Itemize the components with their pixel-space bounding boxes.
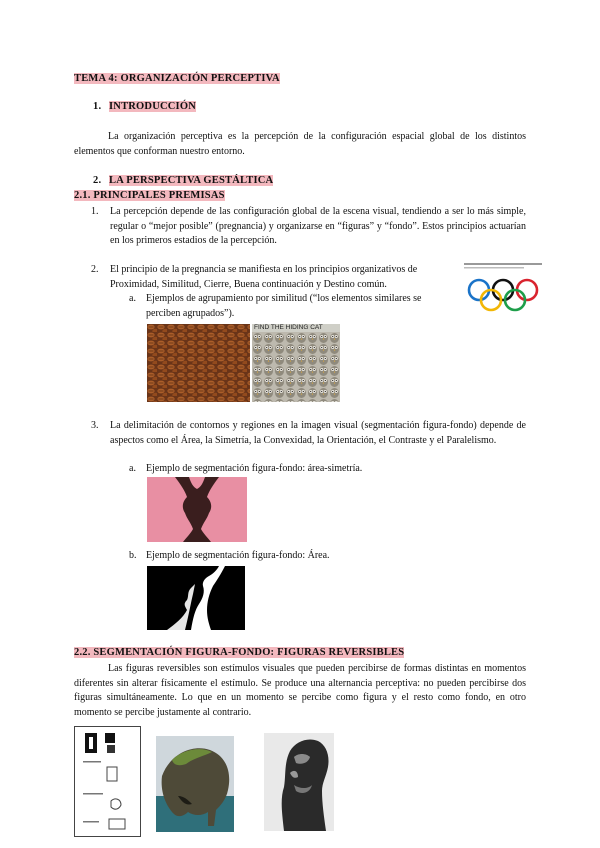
section-1-paragraph: La organización perceptiva es la percepción de la configuración espacial global de los distintos elementos que conforman nuestro entorno. <box>74 131 526 157</box>
list-item-3b-letter: b. <box>129 550 137 561</box>
olympic-rings-icon <box>462 262 544 314</box>
list-item-2a-letter: a. <box>129 293 136 304</box>
subsection-2-1-heading: 2.1. PRINCIPALES PREMISAS <box>74 190 225 201</box>
list-item-3-text: La delimitación de contornos y regiones en la imagen visual (segmentación figura-fondo) depende de aspectos como el Área, la Simetría, la Convexidad, la Orientación, el Contraste y el Paralelismo. <box>110 420 526 446</box>
elephant-rock-image <box>156 736 234 832</box>
coffee-beans-image <box>147 324 250 402</box>
list-item-1-number: 1. <box>91 206 99 217</box>
list-item-3a-letter: a. <box>129 463 136 474</box>
hidden-cat-owls-image <box>252 324 340 402</box>
list-item-3a-text: Ejemplo de segmentación figura-fondo: área-simetría. <box>146 463 363 474</box>
section-2-number: 2. <box>93 175 102 186</box>
olympic-rings-image <box>462 262 544 314</box>
section-2-heading: LA PERSPECTIVA GESTÁLTICA <box>109 175 274 186</box>
list-item-2-text: El principio de la pregnancia se manifiesta en los principios organizativos de Proximidad, Similitud, Cierre, Buena continuación y Destino común. <box>110 264 418 290</box>
face-profile-image <box>264 733 334 831</box>
document-title: TEMA 4: ORGANIZACIÓN PERCEPTIVA <box>74 73 280 84</box>
owls-caption: FIND THE HIDING CAT <box>254 324 323 331</box>
reversible-figures-sheet-image <box>74 726 141 837</box>
list-item-3b-text: Ejemplo de segmentación figura-fondo: Área. <box>146 550 330 561</box>
list-item-2-number: 2. <box>91 264 99 275</box>
list-item-1-text: La percepción depende de las configuración global de la escena visual, tendiendo a ser lo más simple, regular o “mejor posible” (pregnancia) y organizarse en “figuras” y “fondo”. Estos principios actuarían en los primeros estadios de la percepción. <box>110 206 526 246</box>
kissing-silhouette-image <box>147 566 245 630</box>
subsection-2-2-heading: 2.2. SEGMENTACIÓN FIGURA-FONDO: FIGURAS REVERSIBLES <box>74 647 405 658</box>
list-item-3-number: 3. <box>91 420 99 431</box>
subsection-2-2-paragraph: Las figuras reversibles son estímulos visuales que pueden percibirse de formas distintas en momentos diferentes sin alterar físicamente el estímulo. Se produce una alternancia perceptiva: no pueden percibirse dos figuras simultáneamente. Lo que en un momento se percibe como figura y el resto como fondo, en otro momento se percibe justamente al contrario. <box>74 663 526 718</box>
list-item-2a-text: Ejemplos de agrupamiento por similitud (“los elementos similares se perciben agrupados”). <box>146 293 422 319</box>
section-1-heading: INTRODUCCIÓN <box>109 101 196 112</box>
vase-faces-image <box>147 477 247 542</box>
section-1-number: 1. <box>93 101 102 112</box>
